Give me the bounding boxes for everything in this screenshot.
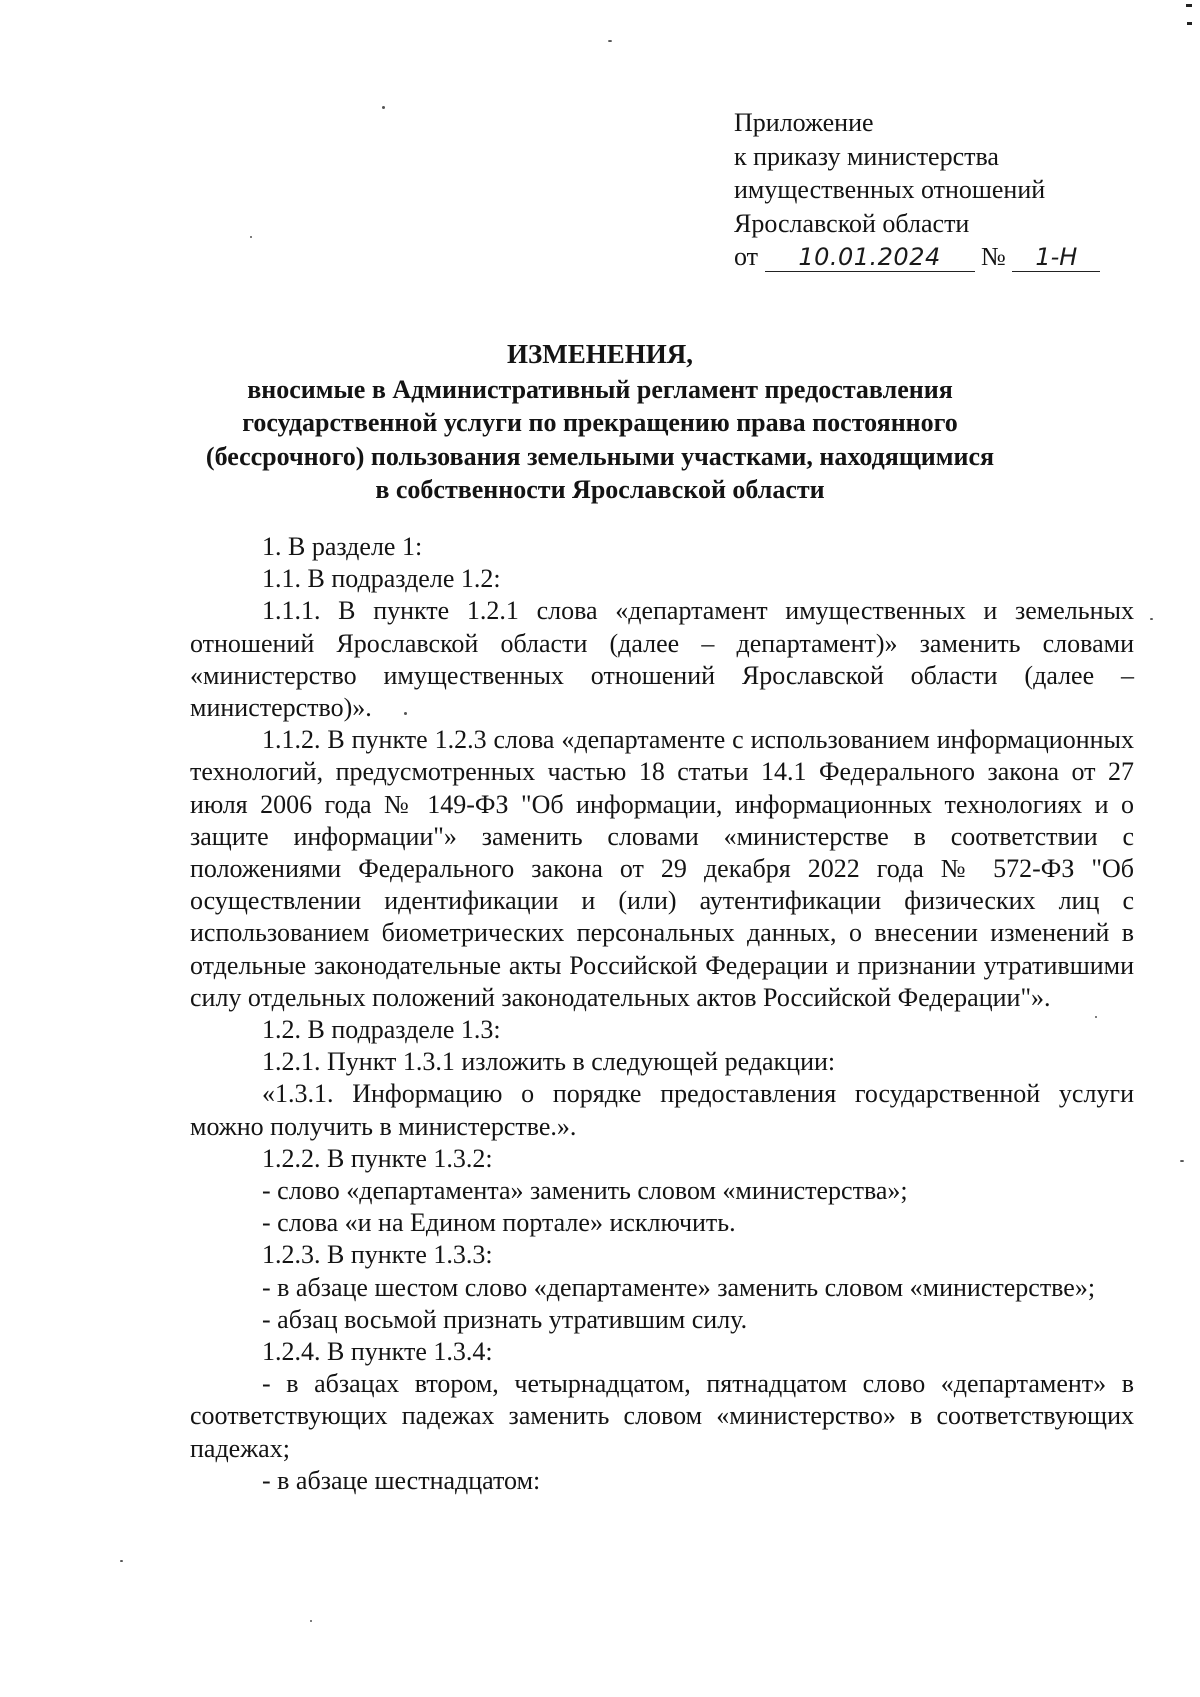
paragraph: 1.2.1. Пункт 1.3.1 изложить в следующей редакции: xyxy=(262,1047,836,1077)
paragraph: 1.2.4. В пункте 1.3.4: xyxy=(262,1337,493,1367)
paragraph: - слово «департамента» заменить словом «министерства»; xyxy=(262,1176,908,1206)
appendix-date-line xyxy=(734,240,1134,274)
paragraph: 1.2. В подразделе 1.3: xyxy=(262,1015,501,1045)
paragraph: 1.2.2. В пункте 1.3.2: xyxy=(262,1143,493,1173)
heading-title: ИЗМЕНЕНИЯ, xyxy=(506,339,693,369)
paragraph: «1.3.1. Информацию о порядке предоставления государственной услуги можно получить в министерстве.». xyxy=(190,1079,1134,1141)
paragraph: 1.1.2. В пункте 1.2.3 слова «департаменте с использованием информационных технологий, предусмотренных частью 18 статьи 14.1 Федерального закона от 27 июля 2006 года № 149-ФЗ "Об информации, информационных технологиях и о защите информации"» заменить словами «министерстве в соответствии с положениями Федерального закона от 29 декабря 2022 года № 572-ФЗ "Об осуществлении идентификации и (или) аутентификации физических лиц с использованием биометрических персональных данных, о внесении изменений в отдельные законодательные акты Российской Федерации и признании утратившими силу отдельных положений законодательных актов Российской Федерации"». xyxy=(190,725,1134,1012)
heading-subtitle-line: вносимые в Административный регламент предоставления xyxy=(247,374,953,404)
appendix-block xyxy=(734,106,1134,274)
appendix-line: Приложение xyxy=(734,108,874,137)
appendix-line: к приказу министерства xyxy=(734,141,999,171)
heading-subtitle-line: (бессрочного) пользования земельными участками, находящимися xyxy=(205,441,995,471)
paragraph: - абзац восьмой признать утратившим силу. xyxy=(262,1304,748,1334)
handwritten-date: 10.01.2024 xyxy=(765,243,975,272)
paragraph: 1.2.3. В пункте 1.3.3: xyxy=(262,1240,493,1270)
scan-edge-mark xyxy=(1186,4,1192,7)
heading-subtitle-line: в собственности Ярославской области xyxy=(375,475,825,504)
paragraph: - в абзацах втором, четырнадцатом, пятнадцатом слово «департамент» в соответствующих падежах заменить словом «министерство» в соответствующих падежах; xyxy=(190,1369,1134,1463)
paragraph: 1.1. В подразделе 1.2: xyxy=(262,564,501,594)
paragraph: 1.1.1. В пункте 1.2.1 слова «департамент имущественных и земельных отношений Ярославской области (далее – департамент)» заменить словами «министерство имущественных отношений Ярославской области (далее – министерство)». xyxy=(190,596,1134,723)
paragraph: - в абзаце шестом слово «департаменте» заменить словом «министерстве»; xyxy=(262,1272,1096,1302)
number-prefix: № xyxy=(981,242,1006,271)
paragraph: - в абзаце шестнадцатом: xyxy=(262,1465,541,1495)
document-body xyxy=(190,531,1134,1497)
document-heading xyxy=(150,338,1050,507)
appendix-line: имущественных отношений xyxy=(734,175,1046,204)
paragraph: - слова «и на Едином портале» исключить. xyxy=(262,1208,736,1238)
scan-edge-mark xyxy=(1187,22,1192,25)
heading-subtitle-line: государственной услуги по прекращению права постоянного xyxy=(242,408,958,437)
date-prefix: от xyxy=(734,242,759,271)
handwritten-number: 1-Н xyxy=(1012,243,1100,272)
paragraph: 1. В разделе 1: xyxy=(262,532,423,561)
appendix-line: Ярославской области xyxy=(734,208,970,238)
